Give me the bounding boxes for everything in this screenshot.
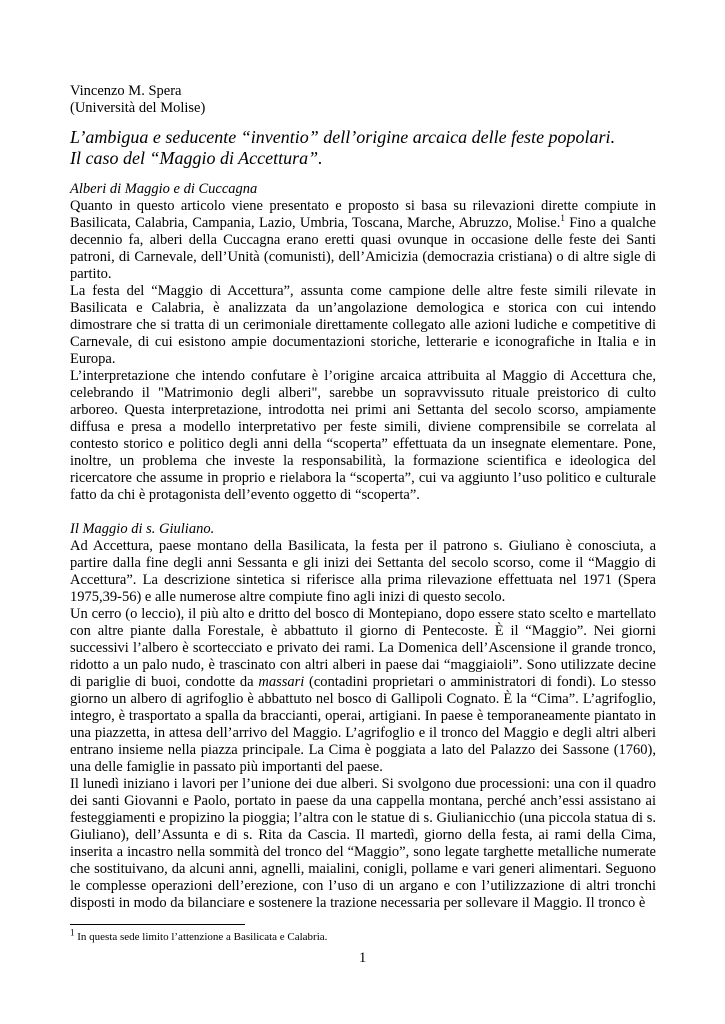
footnote-marker: 1 [70,927,75,938]
paragraph-2: La festa del “Maggio di Accettura”, assunta come campione delle altre feste simili rilevate in Basilicata e Calabria, è analizzata da un’angolazione demologica e storica con cui intendo dimostrare che si tratta di un cerimoniale direttamente collegato alle azioni ludiche e competitive di Carnevale, di cui esistono ampie documentazioni storiche, letterarie e iconografiche in Italia e in Europa. [70,283,656,367]
footnote [70,927,328,944]
section-heading-alberi: Alberi di Maggio e di Cuccagna [70,181,258,197]
page-number: 1 [359,950,367,966]
paragraph-1-text-b: Fino a qualche decennio fa, alberi della Cuccagna erano eretti quasi ovunque in occasione delle feste dei Santi patroni, di Carnevale, dell’Unità (comunisti), dell’Amicizia (democrazia cristiana) o di altre sigle di partito. [70,215,656,282]
footnote-text: In questa sede limito l’attenzione a Basilicata e Calabria. [74,931,328,943]
paragraph-5-text-b: (contadini proprietari o amministratori di fondi). Lo stesso giorno un albero di agrifoglio è abbattuto nel bosco di Gallipoli Cognato. È la “Cima”. L’agrifoglio, integro, è trasportato a spalla da braccianti, operai, artigiani. In paese è temporaneamente piantato in una piazzetta, in attesa dell’arrivo del Maggio. L’agrifoglio e il tronco del Maggio e degli altri alberi entrano insieme nella piazza principale. La Cima è poggiata a lato del Palazzo dei Sassone (1760), una delle famiglie in passato più importanti del paese. [70,674,656,775]
footnote-reference: 1 [560,213,565,224]
paragraph-3: L’interpretazione che intendo confutare è l’origine arcaica attribuita al Maggio di Accettura che, celebrando il "Matrimonio degli alberi", sarebbe un sopravvissuto rituale preistorico di culto arboreo. Questa interpretazione, introdotta nei primi ani Settanta del secolo scorso, ampiamente diffusa e presa a modello interpretativo per feste simili, diviene comprensibile se correlata al contesto storico e politico degli anni della “scoperta” effettuata da un insegnate elementare. Pone, inoltre, un problema che investe la responsabilità, la formazione scientifica e ideologica del ricercatore che assume in proprio e rielabora la “scoperta”, cui va aggiunto l’uso politico e culturale fatto da chi è protagonista dell’evento oggetto di “scoperta”. [70,368,656,503]
paragraph-spacer [70,504,656,521]
article-title-line-1: L’ambigua e seducente “inventio” dell’origine arcaica delle feste popolari. [70,127,616,147]
author-affiliation: (Università del Molise) [70,100,206,116]
paragraph-6: Il lunedì iniziano i lavori per l’unione dei due alberi. Si svolgono due processioni: una con il quadro dei santi Giovanni e Paolo, portato in paese da una cappella montana, perché anch’essi assistano ai festeggiamenti e propizino la pioggia; l’altra con le statue di s. Giulianicchio (una piccola statua di s. Giuliano), dell’Assunta e di s. Rita da Cascia. Il martedì, giorno della festa, ai rami della Cima, inserita a incastro nella sommità del tronco del “Maggio”, sono legate targhette metalliche numerate che sostituivano, da alcuni anni, agnelli, maialini, conigli, pollame e vari generi alimentari. Seguono le complesse operazioni dell’erezione, con l’uso di un argano e con l’utilizzazione di altri tronchi disposti in modo da bilanciare e sostenere la trazione necessaria per sollevare il Maggio. Il tronco è [70,776,656,911]
article-title-line-2: Il caso del “Maggio di Accettura”. [70,148,323,168]
paragraph-1 [70,198,656,283]
section-heading-maggio: Il Maggio di s. Giuliano. [70,521,215,537]
author-name: Vincenzo M. Spera [70,83,182,99]
paragraph-5 [70,606,656,776]
paragraph-4: Ad Accettura, paese montano della Basilicata, la festa per il patrono s. Giuliano è conosciuta, a partire dalla fine degli anni Sessanta e gli inizi dei Settanta del secolo scorso, come il “Maggio di Accettura”. La descrizione sintetica si riferisce alla prima rilevazione effettuata nel 1971 (Spera 1975,39-56) e alle numerose altre compiute fino agli inizi di questo secolo. [70,538,656,605]
paragraph-1-text-a: Quanto in questo articolo viene presentato e proposto si basa su rilevazioni dirette compiute in Basilicata, Calabria, Campania, Lazio, Umbria, Toscana, Marche, Abruzzo, Molise. [70,198,656,231]
paragraph-5-text-a: Un cerro (o leccio), il più alto e dritto del bosco di Montepiano, dopo essere stato scelto e martellato con altre piante dalla Forestale, è abbattuto il giorno di Pentecoste. È il “Maggio”. Nei giorni successivi l’albero è scortecciato e privato dei rami. La Domenica dell’Ascensione il grande tronco, ridotto a un palo nudo, è trascinato con altri alberi in paese dai “maggiaioli”. Sono utilizzate decine di pariglie di buoi, condotte da [70,606,656,690]
paper-page [70,83,656,912]
emphasis-massari: massari [258,674,305,690]
footnote-separator [70,924,245,925]
